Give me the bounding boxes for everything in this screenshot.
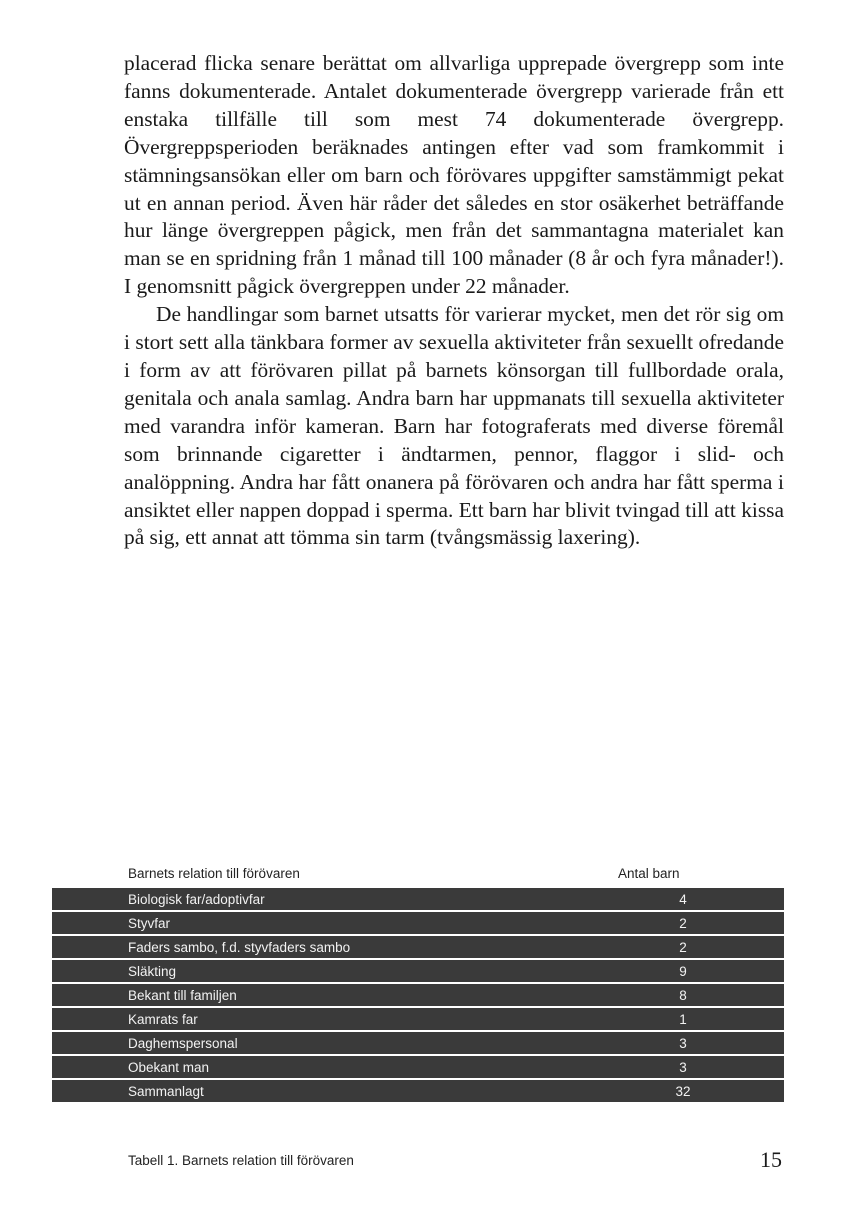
table-row (52, 1056, 784, 1080)
count-value: 9 (679, 963, 687, 979)
table-row (52, 1032, 784, 1056)
count-value: 3 (679, 1059, 687, 1075)
relation-table (52, 866, 784, 1102)
cell-count (618, 1012, 784, 1027)
count-value: 2 (679, 939, 687, 955)
count-value: 1 (679, 1011, 687, 1027)
page-number: 15 (760, 1147, 782, 1172)
header-relation: Barnets relation till förövaren (128, 866, 300, 881)
cell-count (618, 1036, 784, 1051)
paragraph-2: De handlingar som barnet utsatts för varierar mycket, men det rör sig om i stort sett alla tänkbara former av sexuella aktiviteter från sexuellt ofredande i form av att förövaren pillat på barnets könsorgan till fullbordade orala, genitala och anala samlag. Andra barn har uppmanats till sexuella aktiviteter med varandra inför kameran. Barn har fotograferats med diverse föremål som brinnande cigaretter i ändtarmen, pennor, flaggor i slid- och analöppning. Andra har fått onanera på förövaren och andra har fått sperma i ansiktet eller nappen doppad i sperma. Ett barn har blivit tvingad till att kissa på sig, ett annat att tömma sin tarm (tvångsmässig laxering). (124, 302, 784, 550)
table-row (52, 984, 784, 1008)
table-caption: Tabell 1. Barnets relation till förövaren (128, 1153, 354, 1168)
table-header (52, 866, 784, 886)
cell-count (618, 964, 784, 979)
table-row (52, 912, 784, 936)
paragraph-1: placerad flicka senare berättat om allvarliga upprepade övergrepp som inte fanns dokumenterade. Antalet dokumenterade övergrepp varierade från ett enstaka tillfälle till som mest 74 dokumenterade övergrepp. Övergreppsperioden beräknades antingen efter vad som framkommit i stämningsansökan eller om barn och förövares uppgifter samstämmigt pekat ut en annan period. Även här råder det således en stor osäkerhet beträffande hur länge övergreppen pågick, men från det sammantagna materialet kan man se en spridning från 1 månad till 100 månader (8 år och fyra månader!). I genomsnitt pågick övergreppen under 22 månader. (124, 51, 784, 299)
table-body (52, 888, 784, 1102)
count-value: 2 (679, 915, 687, 931)
cell-relation: Faders sambo, f.d. styvfaders sambo (128, 939, 351, 955)
count-value: 32 (675, 1083, 691, 1099)
table-row (52, 936, 784, 960)
cell-relation: Kamrats far (128, 1011, 198, 1027)
cell-count (618, 892, 784, 907)
cell-relation: Styvfar (128, 915, 171, 931)
count-value: 4 (679, 891, 687, 907)
cell-relation: Biologisk far/adoptivfar (128, 891, 265, 907)
table-row (52, 1008, 784, 1032)
count-value: 3 (679, 1035, 687, 1051)
cell-count (618, 1084, 784, 1099)
cell-relation: Daghemspersonal (128, 1035, 238, 1051)
cell-count (618, 940, 784, 955)
table-row-total (52, 1080, 784, 1102)
cell-relation: Bekant till familjen (128, 987, 237, 1003)
cell-relation: Sammanlagt (128, 1083, 204, 1099)
cell-count (618, 988, 784, 1003)
cell-relation: Släkting (128, 963, 177, 979)
count-value: 8 (679, 987, 687, 1003)
cell-relation: Obekant man (128, 1059, 210, 1075)
body-text (124, 50, 784, 552)
cell-count (618, 916, 784, 931)
cell-count (618, 1060, 784, 1075)
table-row (52, 960, 784, 984)
table-row (52, 888, 784, 912)
header-count: Antal barn (618, 866, 680, 881)
